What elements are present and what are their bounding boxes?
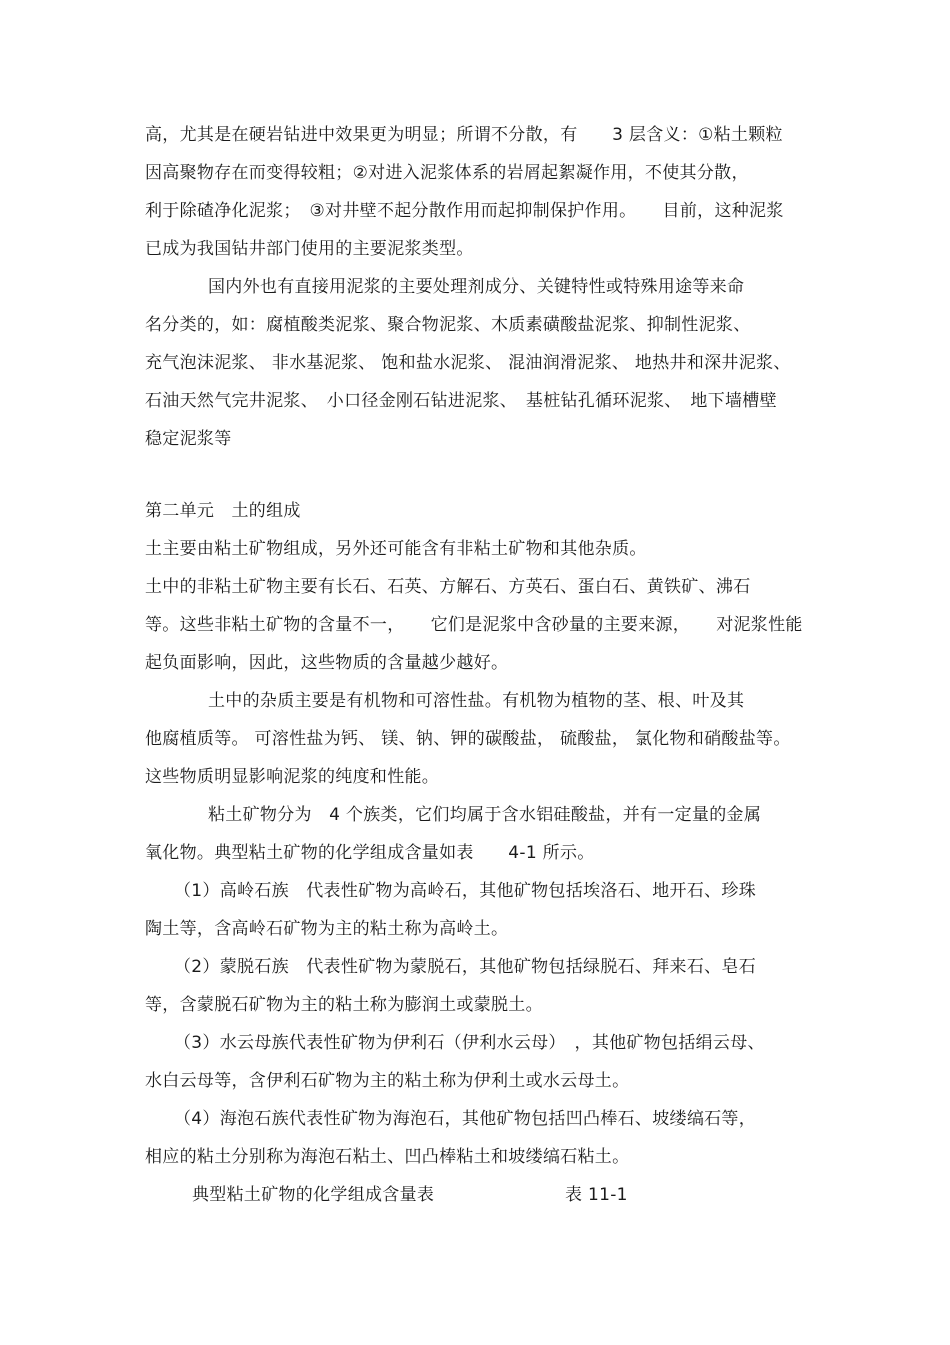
paragraph-line: 充气泡沫泥浆、 非水基泥浆、 饱和盐水泥浆、 混油润滑泥浆、 地热井和深井泥浆、: [145, 353, 791, 373]
list-item-line: （2）蒙脱石族 代表性矿物为蒙脱石，其他矿物包括绿脱石、拜来石、皂石: [174, 957, 757, 977]
list-item-line: 陶土等，含高岭石矿物为主的粘土称为高岭土。: [145, 919, 509, 939]
paragraph-line: 稳定泥浆等: [145, 429, 232, 449]
paragraph-line: 因高聚物存在而变得较粗；②对进入泥浆体系的岩屑起絮凝作用，不使其分散，: [145, 163, 749, 183]
paragraph-line: 石油天然气完井泥浆、 小口径金刚石钻进泥浆、 基桩钻孔循环泥浆、 地下墙槽壁: [145, 391, 777, 411]
paragraph-line: 粘土矿物分为 4 个族类，它们均属于含水铝硅酸盐，并有一定量的金属: [208, 805, 762, 825]
paragraph-line: 他腐植质等。 可溶性盐为钙、 镁、钠、钾的碳酸盐， 硫酸盐， 氯化物和硝酸盐等。: [145, 729, 791, 749]
paragraph-line: 高，尤其是在硬岩钻进中效果更为明显；所谓不分散，有 3 层含义：①粘土颗粒: [145, 125, 783, 145]
table-caption: 典型粘土矿物的化学组成含量表: [192, 1185, 435, 1205]
list-item-line: 相应的粘土分别称为海泡石粘土、凹凸棒粘土和坡缕缟石粘土。: [145, 1147, 630, 1167]
paragraph-line: 土主要由粘土矿物组成，另外还可能含有非粘土矿物和其他杂质。: [145, 539, 647, 559]
paragraph-line: 氧化物。典型粘土矿物的化学组成含量如表 4-1 所示。: [145, 843, 595, 863]
list-item-line: （4）海泡石族代表性矿物为海泡石，其他矿物包括凹凸棒石、坡缕缟石等，: [174, 1109, 757, 1129]
paragraph-line: 这些物质明显影响泥浆的纯度和性能。: [145, 767, 440, 787]
paragraph-line: 已成为我国钻井部门使用的主要泥浆类型。: [145, 239, 474, 259]
table-number: 表 11-1: [565, 1185, 628, 1205]
section-title: 第二单元 土的组成: [145, 501, 301, 521]
list-item-line: （1）高岭石族 代表性矿物为高岭石，其他矿物包括埃洛石、地开石、珍珠: [174, 881, 757, 901]
paragraph-line: 等。这些非粘土矿物的含量不一， 它们是泥浆中含砂量的主要来源， 对泥浆性能: [145, 615, 803, 635]
list-item-line: （3）水云母族代表性矿物为伊利石（伊利水云母） ，其他矿物包括绢云母、: [174, 1033, 765, 1053]
paragraph-line: 名分类的，如：腐植酸类泥浆、聚合物泥浆、木质素磺酸盐泥浆、抑制性泥浆、: [145, 315, 751, 335]
paragraph-line: 土中的杂质主要是有机物和可溶性盐。有机物为植物的茎、根、叶及其: [208, 691, 745, 711]
paragraph-line: 利于除碴净化泥浆； ③对井壁不起分散作用而起抑制保护作用。 目前，这种泥浆: [145, 201, 784, 221]
paragraph-line: 土中的非粘土矿物主要有长石、石英、方解石、方英石、蛋白石、黄铁矿、沸石: [145, 577, 751, 597]
list-item-line: 等，含蒙脱石矿物为主的粘土称为膨润土或蒙脱土。: [145, 995, 543, 1015]
paragraph-line: 起负面影响，因此，这些物质的含量越少越好。: [145, 653, 509, 673]
list-item-line: 水白云母等，含伊利石矿物为主的粘土称为伊利土或水云母土。: [145, 1071, 630, 1091]
paragraph-line: 国内外也有直接用泥浆的主要处理剂成分、关键特性或特殊用途等来命: [208, 277, 745, 297]
